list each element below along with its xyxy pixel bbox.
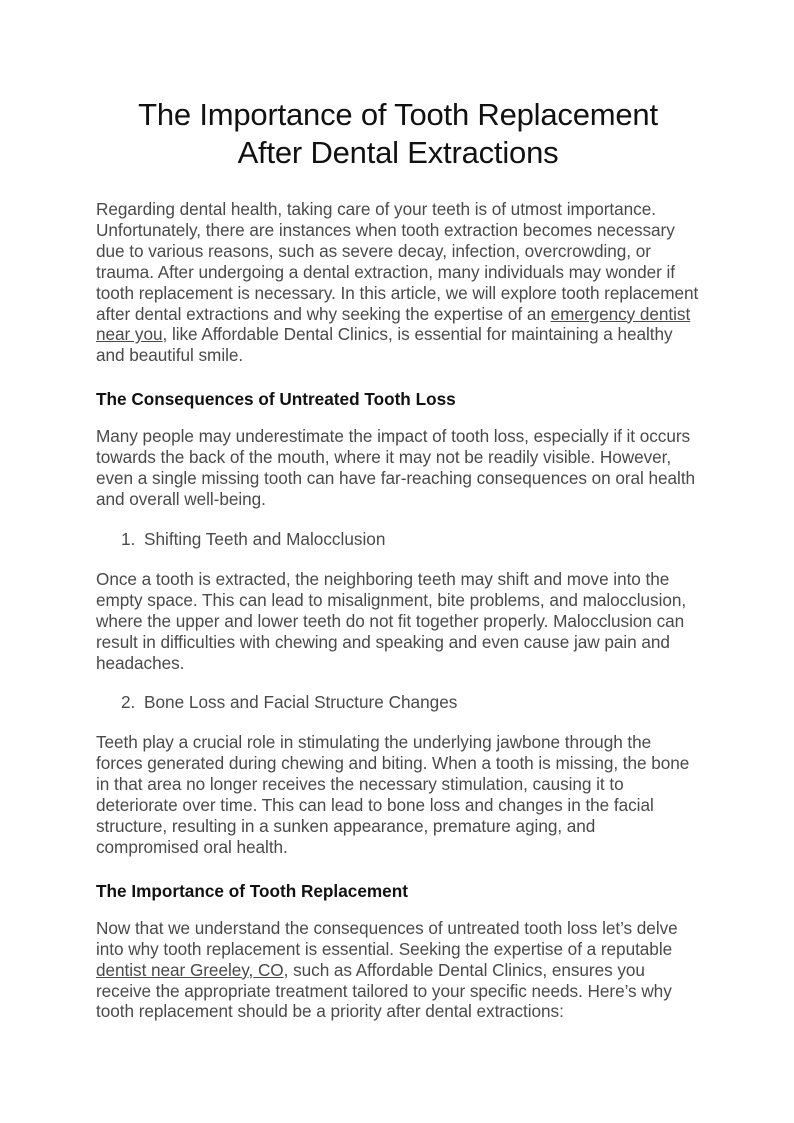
intro-text-before: Regarding dental health, taking care of your teeth is of utmost importance. Unfortunately, there are instances when tooth extraction becomes necessary due to various reasons, such as severe decay, infection, overcrowding, or trauma. After undergoing a dental extraction, many individuals may wonder if tooth replacement is necessary. In this article, we will explore tooth replacement after dental extractions and why seeking the expertise of an <box>96 199 699 324</box>
shifting-teeth-paragraph: Once a tooth is extracted, the neighboring teeth may shift and move into the empty space. This can lead to misalignment, bite problems, and malocclusion, where the upper and lower teeth do not fit together properly. Malocclusion can result in difficulties with chewing and speaking and even cause jaw pain and headaches. <box>96 568 687 673</box>
list-item <box>96 692 700 713</box>
title-block <box>86 96 710 172</box>
consequences-paragraph: Many people may underestimate the impact of tooth loss, especially if it occurs towards the back of the mouth, where it may not be readily visible. However, even a single missing tooth can have far-reaching consequences on oral health and overall well-being. <box>96 426 696 509</box>
title-line-2: After Dental Extractions <box>237 135 559 170</box>
page-title <box>86 96 710 172</box>
emergency-dentist-link[interactable]: emergency dentist near you <box>96 303 691 345</box>
title-line-1: The Importance of Tooth Replacement <box>138 97 658 132</box>
list-number: 1. <box>121 528 136 549</box>
consequences-heading: The Consequences of Untreated Tooth Loss <box>96 389 456 410</box>
importance-heading: The Importance of Tooth Replacement <box>96 880 408 901</box>
list-label: Shifting Teeth and Malocclusion <box>144 528 386 549</box>
importance-text-after: , such as Affordable Dental Clinics, ensures you receive the appropriate treatment tailored to your specific needs. Here’s why tooth replacement should be a priority after dental extractions: <box>96 959 672 1022</box>
list-number: 2. <box>121 692 136 713</box>
bone-loss-paragraph: Teeth play a crucial role in stimulating the underlying jawbone through the forces generated during chewing and biting. When a tooth is missing, the bone in that area no longer receives the necessary stimulation, causing it to deteriorate over time. This can lead to bone loss and changes in the facial structure, resulting in a sunken appearance, premature aging, and compromised oral health. <box>96 732 690 857</box>
importance-paragraph <box>96 918 700 1023</box>
list-label: Bone Loss and Facial Structure Changes <box>144 692 458 713</box>
dentist-greeley-link[interactable]: dentist near Greeley, CO <box>96 959 284 980</box>
list-item <box>96 529 700 550</box>
intro-text-after: , like Affordable Dental Clinics, is essential for maintaining a healthy and beautiful smile. <box>96 324 673 366</box>
importance-text-before: Now that we understand the consequences of untreated tooth loss let’s delve into why tooth replacement is essential. Seeking the expertise of a reputable <box>96 917 678 959</box>
intro-paragraph <box>96 199 700 366</box>
document-page <box>96 96 700 1022</box>
